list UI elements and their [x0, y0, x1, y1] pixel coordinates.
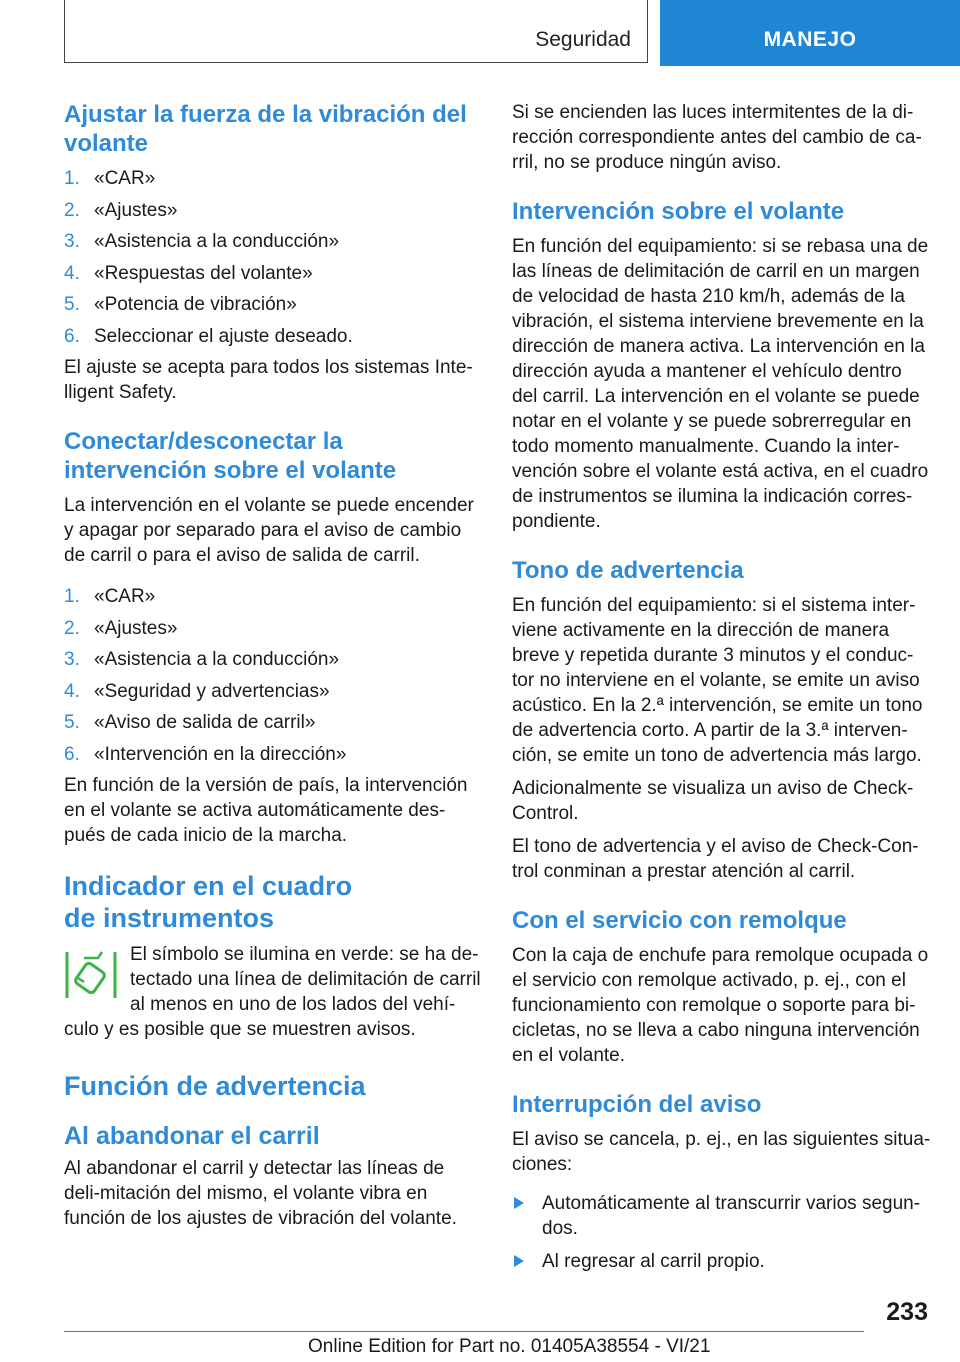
- heading-abandonar: Al abandonar el carril: [64, 1122, 320, 1150]
- paragraph-conectar: La intervención en el volante se puede encender y apagar por separado para el aviso de cambio de carril o para el aviso de salida de carril.: [64, 495, 474, 566]
- header-section-box: [64, 0, 648, 63]
- left-column: [64, 100, 484, 1239]
- edition-footer: Online Edition for Part no. 01405A38554 - VI/21: [308, 1336, 711, 1357]
- list-item: 4. «Respuestas del volante»: [64, 262, 313, 284]
- list-item: 1. «CAR»: [64, 586, 156, 607]
- paragraph-checkcontrol: Adicionalmente se visualiza un aviso de Check-Control.: [512, 778, 914, 824]
- heading-tono: Tono de advertencia: [512, 557, 744, 584]
- paragraph-abandonar: Al abandonar el carril y detectar las líneas de deli-mitación del mismo, el volante vibra en función de los ajustes de vibración del volante.: [64, 1158, 457, 1229]
- heading-indicador: Indicador en el cuadro de instrumentos: [64, 871, 353, 933]
- header-chapter-label: MANEJO: [763, 28, 857, 51]
- right-column: [512, 100, 932, 1282]
- list-item: 6. «Intervención en la dirección»: [64, 743, 347, 765]
- list-item: 3. «Asistencia a la conducción»: [64, 649, 340, 670]
- heading-interrupcion: Interrupción del aviso: [512, 1091, 762, 1118]
- bullet-list-interrupcion: [512, 1191, 932, 1274]
- list-item: 5. «Aviso de salida de carril»: [64, 712, 316, 733]
- list-item: Automáticamente al transcurrir varios segun-dos.: [512, 1191, 932, 1241]
- paragraph-intervencion: En función del equipamiento: si se rebasa una de las líneas de delimitación de carril en un margen de velocidad de hasta 210 km/h, además de la vibración, el sistema interviene brevemente en la dirección de manera activa. La intervención en la dirección ayuda a mantener el vehículo dentro del carril. La intervención en el volante se puede notar en el volante y se puede sobrerregular en todo momento manualmente. Cuando la inter-vención sobre el volante está activa, en el cuadro de instrumentos se ilumina la indicación corres-pondiente.: [512, 236, 929, 532]
- list-item: 4. «Seguridad y advertencias»: [64, 680, 330, 702]
- heading-remolque: Con el servicio con remolque: [512, 907, 847, 934]
- list-item: Al regresar al carril propio.: [512, 1249, 932, 1274]
- paragraph-indicador: El símbolo se ilumina en verde: se ha de-tectado una línea de delimitación de carril al menos en uno de los lados del vehí-culo y es posible que se muestren avisos.: [64, 944, 481, 1040]
- list-item: 2. «Ajustes»: [64, 617, 178, 639]
- heading-conectar: Conectar/desconectar la intervención sobre el volante: [64, 428, 397, 484]
- triangle-bullet-icon: [514, 1255, 524, 1267]
- heading-funcion-advertencia: Función de advertencia: [64, 1071, 366, 1101]
- paragraph-interrupcion: El aviso se cancela, p. ej., en las siguientes situa-ciones:: [512, 1129, 931, 1175]
- paragraph-tono: En función del equipamiento: si el sistema inter-viene activamente en la dirección de manera breve y repetida durante 3 minutos y el conduc-tor no interviene en el volante, se emite un aviso acústico. En la 2.ª intervención, se emite un tono de advertencia corto. A partir de la 3.ª interven-ción, se emite un tono de advertencia más largo.: [512, 595, 923, 766]
- indicator-block: [64, 942, 484, 1042]
- lane-keeping-icon: [64, 948, 118, 1002]
- steps-list-vibration: [64, 166, 484, 349]
- list-item: 3. «Asistencia a la conducción»: [64, 231, 340, 252]
- triangle-bullet-icon: [514, 1197, 524, 1209]
- steps-list-conectar: [64, 584, 484, 767]
- paragraph-intermitentes: Si se encienden las luces intermitentes de la di-rección correspondiente antes del cambio de ca-rril, no se produce ningún aviso.: [512, 102, 922, 173]
- list-item: 5. «Potencia de vibración»: [64, 294, 297, 315]
- header-chapter-tab[interactable]: [660, 0, 960, 66]
- header-section-title: Seguridad: [535, 28, 631, 51]
- paragraph-funcion-pais: En función de la versión de país, la intervención en el volante se activa automáticamente des-pués de cada inicio de la marcha.: [64, 775, 468, 846]
- paragraph-remolque: Con la caja de enchufe para remolque ocupada o el servicio con remolque activado, p. ej., con el funcionamiento con remolque o soporte para bi-cicletas, no se lleva a cabo ninguna intervención en el volante.: [512, 945, 929, 1066]
- list-item: 6. Seleccionar el ajuste deseado.: [64, 325, 353, 347]
- paragraph-ajuste: El ajuste se acepta para todos los sistemas Inte-lligent Safety.: [64, 357, 473, 403]
- page-header: [0, 0, 960, 66]
- footer-divider: [64, 1331, 864, 1332]
- list-item: 1. «CAR»: [64, 168, 156, 189]
- list-item: 2. «Ajustes»: [64, 199, 178, 221]
- heading-intervencion: Intervención sobre el volante: [512, 198, 845, 225]
- paragraph-tono-aviso: El tono de advertencia y el aviso de Check-Con-trol conminan a prestar atención al carril.: [512, 836, 919, 882]
- heading-vibration: Ajustar la fuerza de la vibración del volante: [64, 101, 467, 157]
- page-number: 233: [886, 1298, 928, 1326]
